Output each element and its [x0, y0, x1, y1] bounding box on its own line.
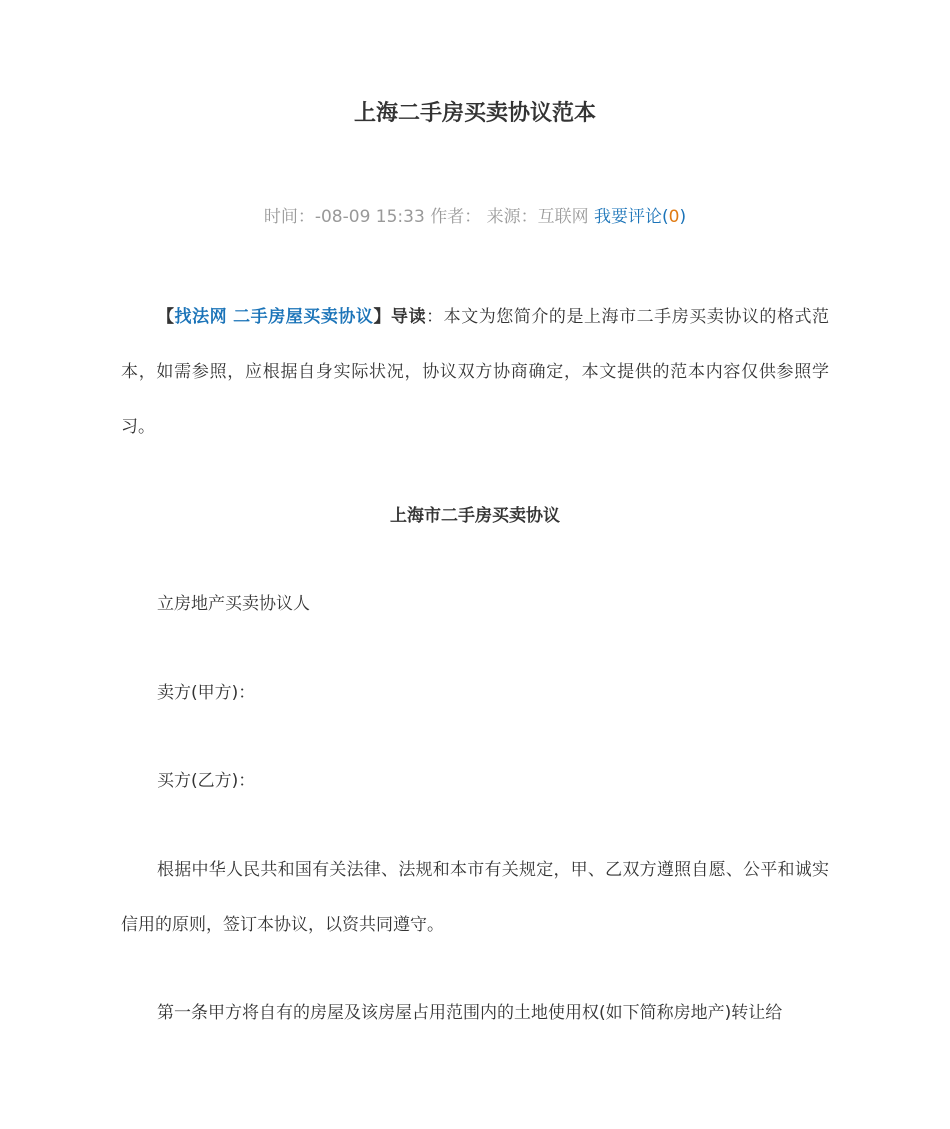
topic-link[interactable]: 二手房屋买卖协议	[233, 307, 374, 327]
comment-close: )	[679, 207, 687, 227]
article-meta	[0, 202, 950, 232]
paragraph: 卖方(甲方)：	[157, 683, 256, 703]
site-link[interactable]: 找法网	[174, 307, 228, 327]
paragraph: 根据中华人民共和国有关法律、法规和本市有关规定，甲、乙双方遵照自愿、公平和诚实信用的原则，签订本协议，以资共同遵守。	[121, 860, 829, 935]
paragraph: 立房地产买卖协议人	[157, 594, 310, 614]
author-label: 作者：	[430, 207, 482, 227]
time-value: -08-09 15:33	[314, 207, 425, 227]
article-body	[121, 290, 829, 1041]
comment-count: 0	[668, 207, 680, 227]
section-title: 上海市二手房买卖协议	[390, 506, 560, 526]
time-label: 时间：	[263, 207, 315, 227]
lead-open-bracket: 【	[157, 307, 175, 327]
guide-label: 导读	[391, 307, 427, 327]
paragraph: 买方(乙方)：	[157, 771, 256, 791]
lead-close-bracket: 】	[373, 307, 392, 327]
paragraph: 第一条甲方将自有的房屋及该房屋占用范围内的土地使用权(如下简称房地产)转让给	[157, 1003, 783, 1023]
lead-text: ：本文为您简介的是上海市二手房买卖协议的格式范本，如需参照，应根据自身实际状况，协议双方协商确定，本文提供的范本内容仅供参照学习。	[121, 307, 830, 437]
comment-label: 我要评论(	[594, 207, 669, 227]
comment-link[interactable]	[594, 207, 686, 227]
source-label: 来源：	[486, 207, 538, 227]
document-title: 上海二手房买卖协议范本	[353, 101, 596, 126]
source-value: 互联网	[537, 207, 589, 227]
lead-paragraph	[121, 290, 829, 455]
